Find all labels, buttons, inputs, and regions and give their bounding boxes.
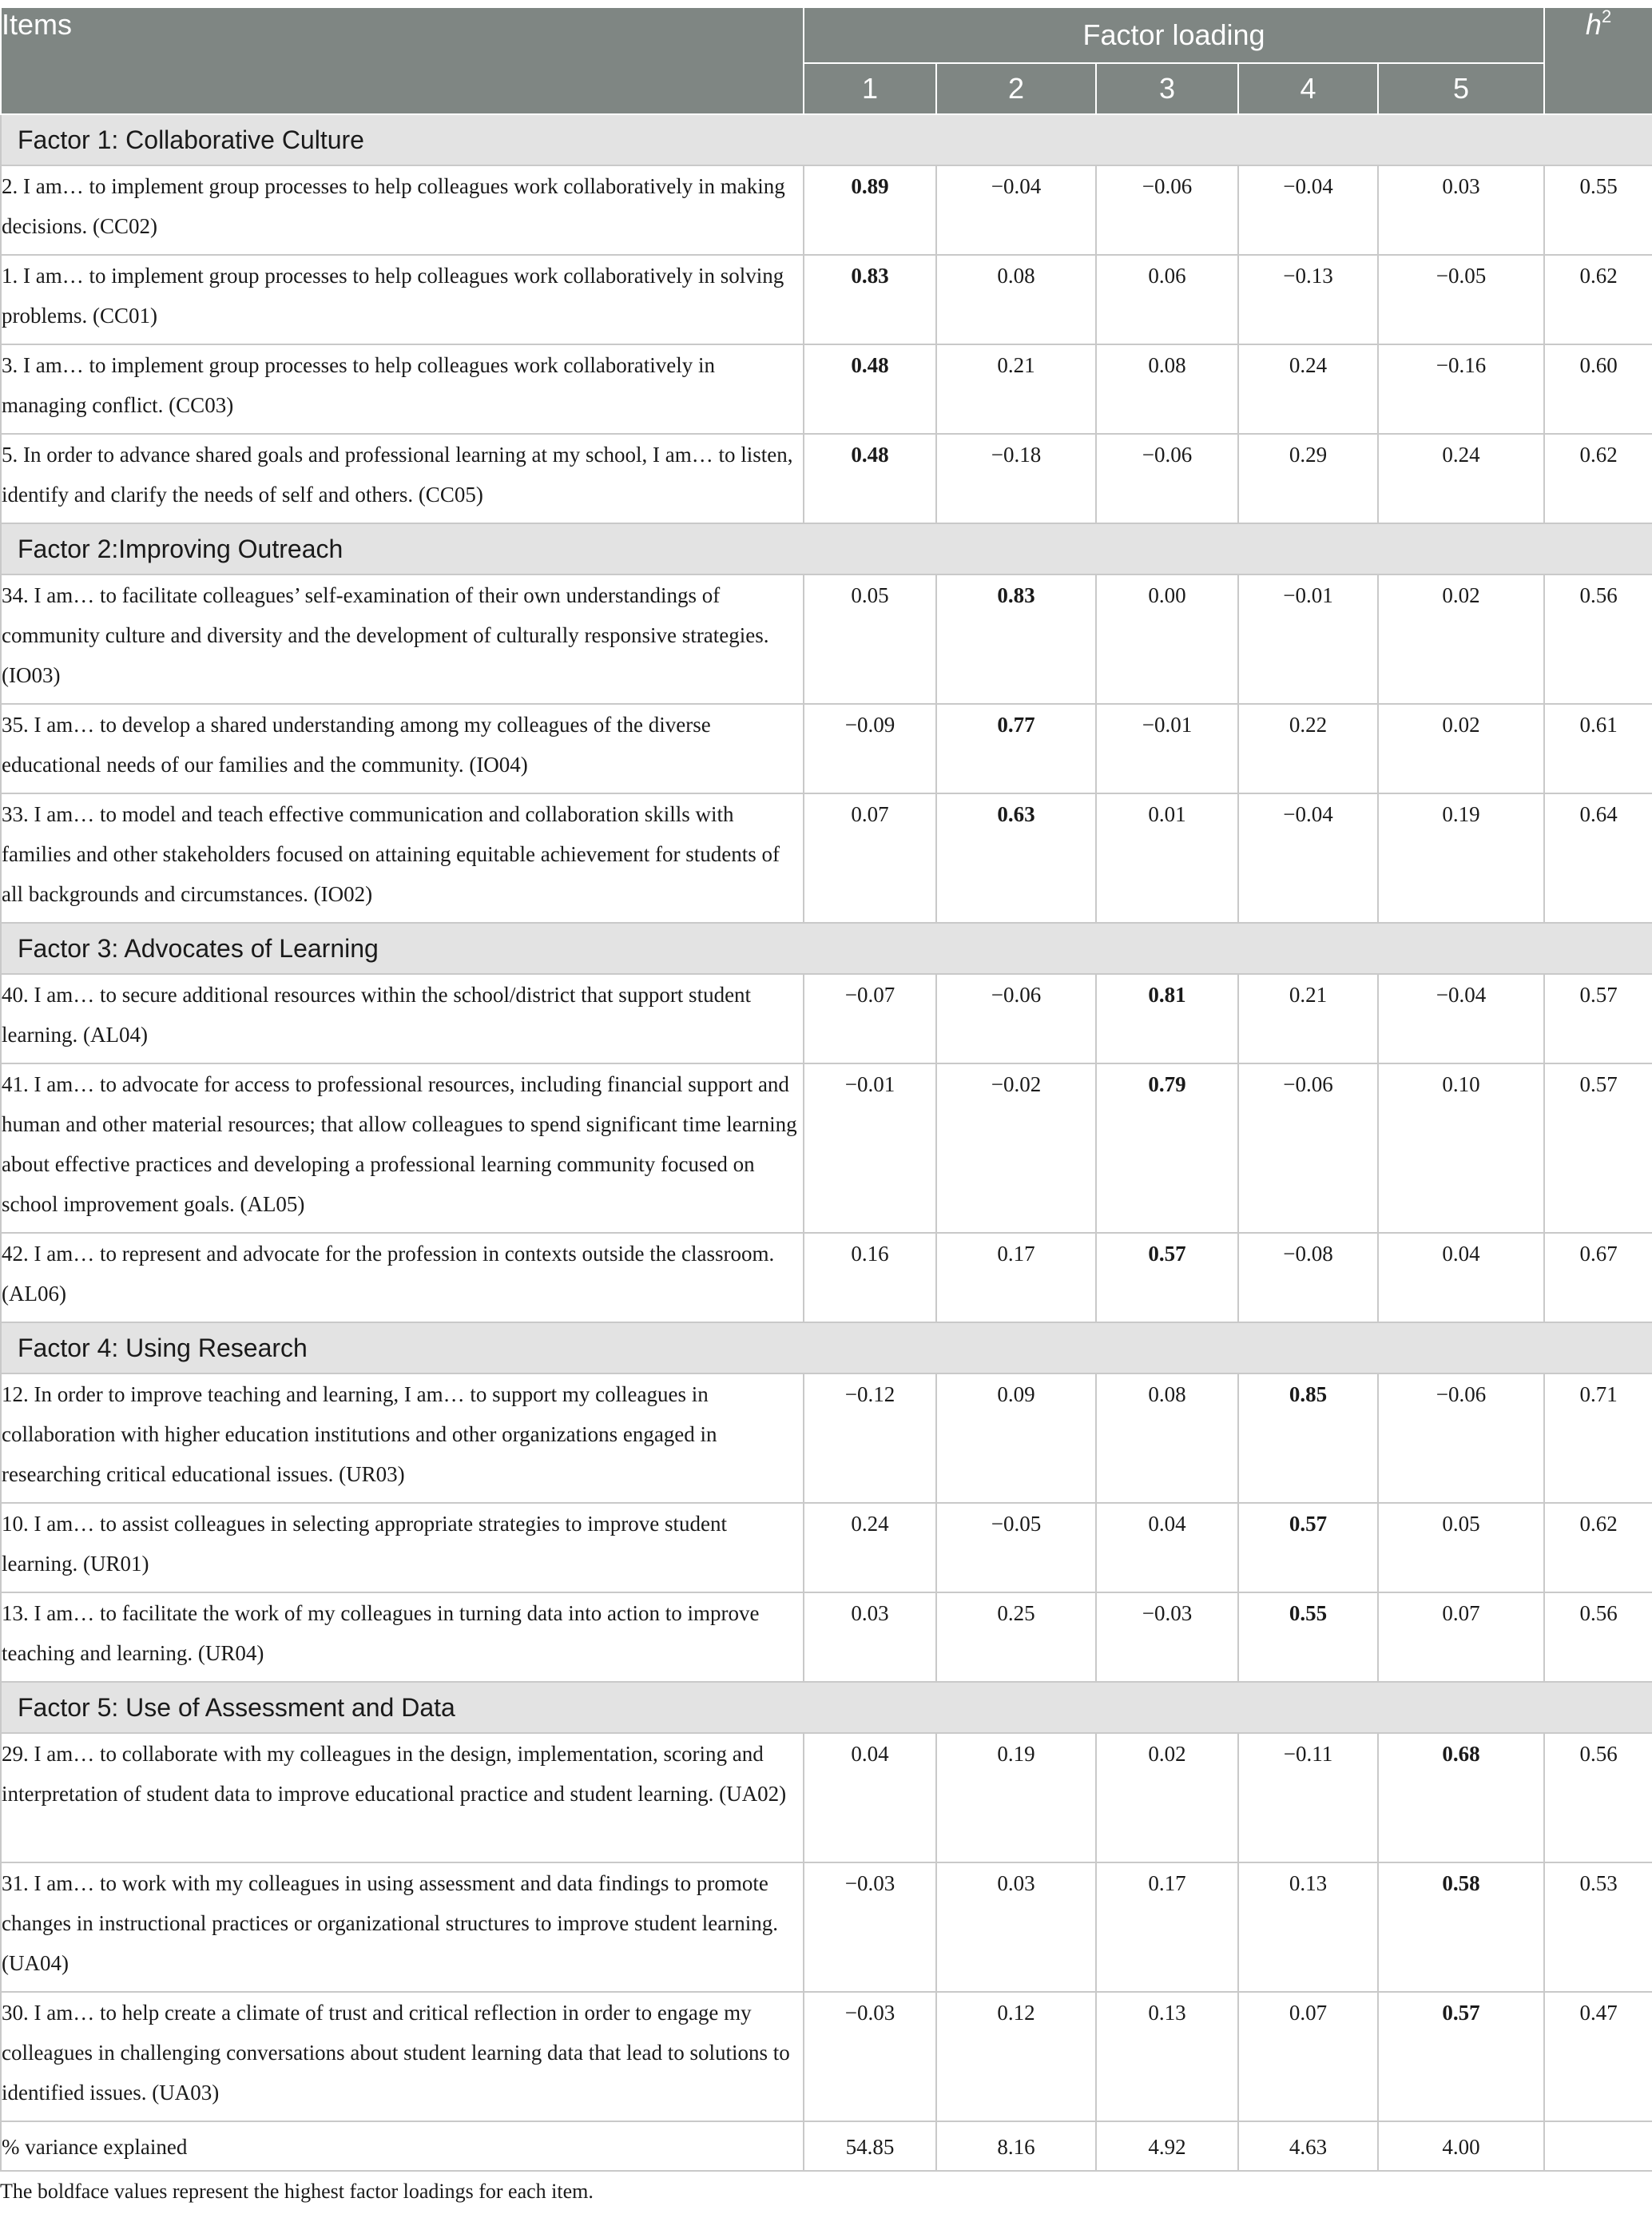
loading-value: 0.29 <box>1238 434 1378 523</box>
highest-loading-value: 0.48 <box>804 344 936 434</box>
communality-value: 0.56 <box>1544 1592 1652 1682</box>
item-text: 33. I am… to model and teach effective communication and collaboration skills with families and other stakeholders focused on attaining equitable achievement for students of all backgrounds and circumstances. (IO02) <box>1 793 804 923</box>
table-row <box>1 434 1652 523</box>
variance-row <box>1 2121 1652 2171</box>
item-text: 31. I am… to work with my colleagues in using assessment and data findings to promote changes in instructional practices or organizational structures to improve student learning. (UA04) <box>1 1862 804 1992</box>
table-row <box>1 1862 1652 1992</box>
table-row <box>1 165 1652 255</box>
factor-group-row <box>1 1682 1652 1733</box>
item-text: 30. I am… to help create a climate of trust and critical reflection in order to engage my colleagues in challenging conversations about student learning data that lead to solutions to identified issues. (UA03) <box>1 1992 804 2121</box>
factor-group-title: Factor 5: Use of Assessment and Data <box>1 1682 1652 1733</box>
items-column-header: Items <box>1 7 804 114</box>
loading-value: 0.16 <box>804 1233 936 1322</box>
loading-value: −0.06 <box>1096 434 1238 523</box>
item-text: 10. I am… to assist colleagues in selecting appropriate strategies to improve student learning. (UR01) <box>1 1503 804 1592</box>
loading-value: −0.06 <box>1096 165 1238 255</box>
factor-loading-header: Factor loading <box>804 7 1544 63</box>
table-row <box>1 1592 1652 1682</box>
table-row <box>1 344 1652 434</box>
loading-value: 0.24 <box>1238 344 1378 434</box>
communality-value: 0.62 <box>1544 1503 1652 1592</box>
loading-value: 0.04 <box>1096 1503 1238 1592</box>
item-text: 3. I am… to implement group processes to help colleagues work collaboratively in managing conflict. (CC03) <box>1 344 804 434</box>
table-row <box>1 574 1652 704</box>
table-row <box>1 1503 1652 1592</box>
loading-value: 0.08 <box>1096 344 1238 434</box>
loading-value: 0.03 <box>804 1592 936 1682</box>
item-text: 12. In order to improve teaching and learning, I am… to support my colleagues in collaboration with higher education institutions and other organizations engaged in researching critical educational issues. (UR03) <box>1 1373 804 1503</box>
loading-value: 0.02 <box>1378 574 1544 704</box>
factor-loading-table <box>0 6 1652 2172</box>
loading-value: 0.17 <box>1096 1862 1238 1992</box>
loading-value: −0.05 <box>936 1503 1096 1592</box>
loading-value: 0.09 <box>936 1373 1096 1503</box>
communality-value: 0.53 <box>1544 1862 1652 1992</box>
loading-value: 0.05 <box>1378 1503 1544 1592</box>
item-text: 2. I am… to implement group processes to help colleagues work collaboratively in making decisions. (CC02) <box>1 165 804 255</box>
communality-value: 0.60 <box>1544 344 1652 434</box>
highest-loading-value: 0.85 <box>1238 1373 1378 1503</box>
communality-value: 0.62 <box>1544 255 1652 344</box>
loading-value: −0.03 <box>804 1862 936 1992</box>
table-row <box>1 974 1652 1063</box>
loading-value: 0.17 <box>936 1233 1096 1322</box>
highest-loading-value: 0.63 <box>936 793 1096 923</box>
highest-loading-value: 0.57 <box>1378 1992 1544 2121</box>
loading-value: 0.05 <box>804 574 936 704</box>
highest-loading-value: 0.83 <box>804 255 936 344</box>
loading-value: 0.02 <box>1378 704 1544 793</box>
variance-value: 4.63 <box>1238 2121 1378 2171</box>
table-body <box>1 114 1652 2171</box>
loading-value: 0.25 <box>936 1592 1096 1682</box>
variance-value: 4.92 <box>1096 2121 1238 2171</box>
factor-group-title: Factor 4: Using Research <box>1 1322 1652 1373</box>
table-row <box>1 704 1652 793</box>
factor-number-header: 2 <box>936 63 1096 114</box>
highest-loading-value: 0.77 <box>936 704 1096 793</box>
communality-value: 0.57 <box>1544 1063 1652 1233</box>
table-row <box>1 1063 1652 1233</box>
item-text: 13. I am… to facilitate the work of my colleagues in turning data into action to improve teaching and learning. (UR04) <box>1 1592 804 1682</box>
communality-value: 0.56 <box>1544 1733 1652 1862</box>
table-row <box>1 1233 1652 1322</box>
loading-value: −0.07 <box>804 974 936 1063</box>
loading-value: 0.12 <box>936 1992 1096 2121</box>
loading-value: 0.08 <box>936 255 1096 344</box>
loading-value: −0.03 <box>1096 1592 1238 1682</box>
item-text: 40. I am… to secure additional resources within the school/district that support student learning. (AL04) <box>1 974 804 1063</box>
loading-value: −0.08 <box>1238 1233 1378 1322</box>
item-text: 35. I am… to develop a shared understanding among my colleagues of the diverse educational needs of our families and the community. (IO04) <box>1 704 804 793</box>
table-footnote: The boldface values represent the highest factor loadings for each item. <box>0 2180 594 2203</box>
table-row <box>1 1992 1652 2121</box>
factor-group-row <box>1 923 1652 974</box>
item-text: 1. I am… to implement group processes to help colleagues work collaboratively in solving problems. (CC01) <box>1 255 804 344</box>
table-row <box>1 1733 1652 1862</box>
table-row <box>1 793 1652 923</box>
loading-value: 0.03 <box>936 1862 1096 1992</box>
loading-value: 0.19 <box>936 1733 1096 1862</box>
loading-value: −0.01 <box>1096 704 1238 793</box>
loading-value: −0.11 <box>1238 1733 1378 1862</box>
communality-header <box>1544 7 1652 114</box>
loading-value: −0.01 <box>804 1063 936 1233</box>
loading-value: 0.24 <box>804 1503 936 1592</box>
factor-group-title: Factor 2:Improving Outreach <box>1 523 1652 574</box>
table-row <box>1 1373 1652 1503</box>
loading-value: −0.13 <box>1238 255 1378 344</box>
highest-loading-value: 0.55 <box>1238 1592 1378 1682</box>
loading-value: −0.04 <box>1378 974 1544 1063</box>
loading-value: 0.02 <box>1096 1733 1238 1862</box>
loading-value: 0.07 <box>1238 1992 1378 2121</box>
loading-value: −0.06 <box>1378 1373 1544 1503</box>
item-text: 34. I am… to facilitate colleagues’ self-examination of their own understandings of community culture and diversity and the development of culturally responsive strategies. (IO03) <box>1 574 804 704</box>
highest-loading-value: 0.57 <box>1238 1503 1378 1592</box>
factor-group-row <box>1 114 1652 165</box>
loading-value: −0.12 <box>804 1373 936 1503</box>
loading-value: 0.10 <box>1378 1063 1544 1233</box>
factor-number-header: 5 <box>1378 63 1544 114</box>
loading-value: 0.07 <box>1378 1592 1544 1682</box>
factor-group-row <box>1 523 1652 574</box>
item-text: 41. I am… to advocate for access to professional resources, including financial support and human and other material resources; that allow colleagues to spend significant time learning about effective practices and developing a professional learning community focused on school improvement goals. (AL05) <box>1 1063 804 1233</box>
loading-value: −0.02 <box>936 1063 1096 1233</box>
loading-value: −0.04 <box>1238 793 1378 923</box>
loading-value: −0.03 <box>804 1992 936 2121</box>
factor-number-header: 4 <box>1238 63 1378 114</box>
loading-value: −0.05 <box>1378 255 1544 344</box>
highest-loading-value: 0.48 <box>804 434 936 523</box>
variance-h2-empty <box>1544 2121 1652 2171</box>
loading-value: −0.09 <box>804 704 936 793</box>
communality-value: 0.57 <box>1544 974 1652 1063</box>
communality-symbol: h <box>1585 8 1602 41</box>
communality-value: 0.67 <box>1544 1233 1652 1322</box>
loading-value: −0.18 <box>936 434 1096 523</box>
item-text: 29. I am… to collaborate with my colleagues in the design, implementation, scoring and interpretation of student data to improve educational practice and student learning. (UA02) <box>1 1733 804 1862</box>
loading-value: −0.01 <box>1238 574 1378 704</box>
loading-value: −0.06 <box>1238 1063 1378 1233</box>
highest-loading-value: 0.58 <box>1378 1862 1544 1992</box>
highest-loading-value: 0.81 <box>1096 974 1238 1063</box>
highest-loading-value: 0.89 <box>804 165 936 255</box>
loading-value: −0.16 <box>1378 344 1544 434</box>
factor-number-header: 1 <box>804 63 936 114</box>
loading-value: −0.06 <box>936 974 1096 1063</box>
communality-value: 0.71 <box>1544 1373 1652 1503</box>
loading-value: −0.04 <box>1238 165 1378 255</box>
factor-group-row <box>1 1322 1652 1373</box>
highest-loading-value: 0.83 <box>936 574 1096 704</box>
communality-value: 0.47 <box>1544 1992 1652 2121</box>
loading-value: −0.04 <box>936 165 1096 255</box>
loading-value: 0.19 <box>1378 793 1544 923</box>
communality-value: 0.55 <box>1544 165 1652 255</box>
item-text: 42. I am… to represent and advocate for the profession in contexts outside the classroom. (AL06) <box>1 1233 804 1322</box>
table-header <box>1 7 1652 114</box>
communality-value: 0.61 <box>1544 704 1652 793</box>
loading-value: 0.21 <box>936 344 1096 434</box>
loading-value: 0.03 <box>1378 165 1544 255</box>
highest-loading-value: 0.57 <box>1096 1233 1238 1322</box>
loading-value: 0.22 <box>1238 704 1378 793</box>
loading-value: 0.24 <box>1378 434 1544 523</box>
communality-value: 0.64 <box>1544 793 1652 923</box>
highest-loading-value: 0.79 <box>1096 1063 1238 1233</box>
factor-group-title: Factor 3: Advocates of Learning <box>1 923 1652 974</box>
loading-value: 0.00 <box>1096 574 1238 704</box>
factor-number-header: 3 <box>1096 63 1238 114</box>
highest-loading-value: 0.68 <box>1378 1733 1544 1862</box>
variance-value: 54.85 <box>804 2121 936 2171</box>
loading-value: 0.13 <box>1096 1992 1238 2121</box>
item-text: 5. In order to advance shared goals and professional learning at my school, I am… to listen, identify and clarify the needs of self and others. (CC05) <box>1 434 804 523</box>
communality-superscript: 2 <box>1601 6 1612 26</box>
loading-value: 0.21 <box>1238 974 1378 1063</box>
factor-group-title: Factor 1: Collaborative Culture <box>1 114 1652 165</box>
loading-value: 0.04 <box>804 1733 936 1862</box>
loading-value: 0.07 <box>804 793 936 923</box>
loading-value: 0.08 <box>1096 1373 1238 1503</box>
loading-value: 0.04 <box>1378 1233 1544 1322</box>
loading-value: 0.06 <box>1096 255 1238 344</box>
loading-value: 0.01 <box>1096 793 1238 923</box>
table-row <box>1 255 1652 344</box>
loading-value: 0.13 <box>1238 1862 1378 1992</box>
variance-label: % variance explained <box>1 2121 804 2171</box>
variance-value: 4.00 <box>1378 2121 1544 2171</box>
communality-value: 0.56 <box>1544 574 1652 704</box>
variance-value: 8.16 <box>936 2121 1096 2171</box>
communality-value: 0.62 <box>1544 434 1652 523</box>
